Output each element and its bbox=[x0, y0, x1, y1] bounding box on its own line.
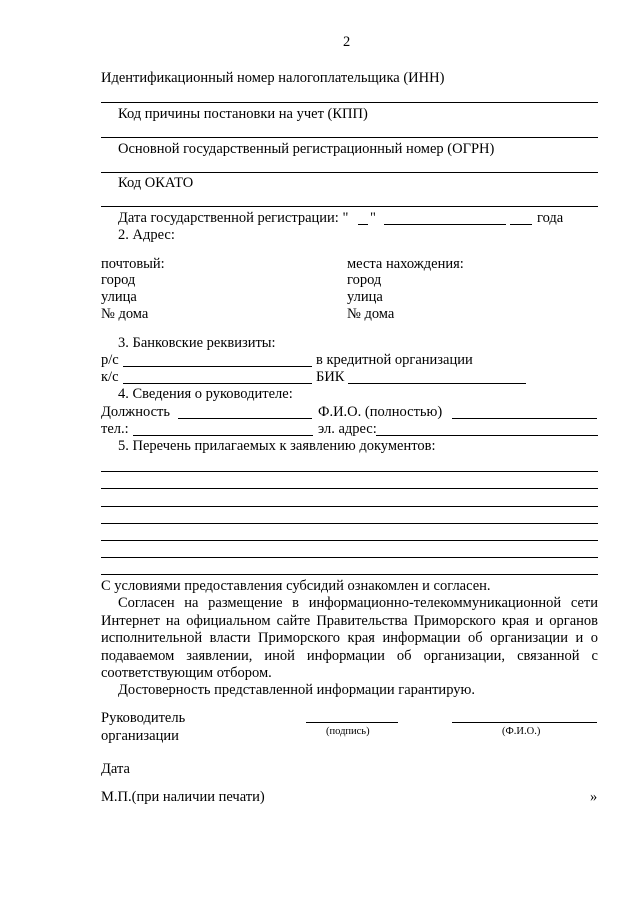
location-street-label: улица bbox=[347, 289, 383, 305]
reg-date-day-line[interactable] bbox=[358, 224, 368, 225]
docs-line-6[interactable] bbox=[101, 557, 598, 558]
signature-fio-line[interactable] bbox=[452, 722, 597, 723]
fio-label: Ф.И.О. (полностью) bbox=[318, 404, 443, 420]
in-bank-label: в кредитной организации bbox=[316, 352, 473, 368]
bik-label: БИК bbox=[316, 369, 345, 385]
docs-line-5[interactable] bbox=[101, 540, 598, 541]
bik-line[interactable] bbox=[348, 383, 526, 384]
signature-caption: (подпись) bbox=[326, 726, 370, 737]
head-heading: 4. Сведения о руководителе: bbox=[118, 386, 293, 402]
agreement-paragraph-3: Достоверность представленной информации гарантирую. bbox=[118, 682, 475, 699]
page-number: 2 bbox=[343, 34, 351, 50]
location-address-label: места нахождения: bbox=[347, 256, 464, 272]
okato-line[interactable] bbox=[101, 206, 598, 207]
agreement-paragraph-2: Согласен на размещение в информационно-телекоммуникационной сети Интернет на официальном сайте Правительства Приморского края и органов исполнительной власти Приморского края информации об организации и о подаваемом заявлении, иной информации об организации, связанной с соответствующим отбором. bbox=[101, 595, 598, 682]
closing-quote: » bbox=[590, 789, 598, 805]
postal-address-label: почтовый: bbox=[101, 256, 165, 272]
signature-role-line-1: Руководитель bbox=[101, 710, 186, 726]
corr-account-line[interactable] bbox=[123, 383, 312, 384]
docs-line-7[interactable] bbox=[101, 574, 598, 575]
signature-fio-caption: (Ф.И.О.) bbox=[502, 726, 541, 737]
okato-label: Код ОКАТО bbox=[118, 175, 194, 191]
bank-heading: 3. Банковские реквизиты: bbox=[118, 335, 276, 351]
docs-line-2[interactable] bbox=[101, 488, 598, 489]
reg-date-month-line[interactable] bbox=[384, 224, 506, 225]
position-label: Должность bbox=[101, 404, 170, 420]
phone-line[interactable] bbox=[133, 435, 313, 436]
docs-line-1[interactable] bbox=[101, 471, 598, 472]
reg-date-quote: " bbox=[370, 210, 376, 226]
fio-line[interactable] bbox=[452, 418, 597, 419]
ogrn-label: Основной государственный регистрационный номер (ОГРН) bbox=[118, 141, 495, 157]
location-house-label: № дома bbox=[347, 306, 395, 322]
location-city-label: город bbox=[347, 272, 382, 288]
address-heading: 2. Адрес: bbox=[118, 227, 175, 243]
kpp-label: Код причины постановки на учет (КПП) bbox=[118, 106, 368, 122]
agreement-line-1: С условиями предоставления субсидий ознакомлен и согласен. bbox=[101, 578, 491, 594]
date-label: Дата bbox=[101, 761, 130, 777]
ogrn-line[interactable] bbox=[101, 172, 598, 173]
inn-line[interactable] bbox=[101, 102, 598, 103]
postal-street-label: улица bbox=[101, 289, 137, 305]
signature-role-line-2: организации bbox=[101, 728, 179, 744]
postal-city-label: город bbox=[101, 272, 136, 288]
signature-line[interactable] bbox=[306, 722, 398, 723]
kpp-line[interactable] bbox=[101, 137, 598, 138]
email-label: эл. адрес: bbox=[318, 421, 377, 437]
account-label: р/с bbox=[101, 352, 119, 368]
docs-line-4[interactable] bbox=[101, 523, 598, 524]
reg-date-label: Дата государственной регистрации: " bbox=[118, 210, 349, 226]
corr-account-label: к/с bbox=[101, 369, 119, 385]
postal-house-label: № дома bbox=[101, 306, 149, 322]
phone-label: тел.: bbox=[101, 421, 129, 437]
account-line[interactable] bbox=[123, 366, 312, 367]
email-line[interactable] bbox=[376, 435, 598, 436]
reg-date-year-line[interactable] bbox=[510, 224, 532, 225]
stamp-label: М.П.(при наличии печати) bbox=[101, 789, 265, 805]
position-line[interactable] bbox=[178, 418, 312, 419]
reg-date-year-label: года bbox=[537, 210, 564, 226]
agreement-block bbox=[101, 578, 598, 700]
inn-label: Идентификационный номер налогоплательщика (ИНН) bbox=[101, 70, 445, 86]
docs-heading: 5. Перечень прилагаемых к заявлению документов: bbox=[118, 438, 436, 454]
docs-line-3[interactable] bbox=[101, 506, 598, 507]
